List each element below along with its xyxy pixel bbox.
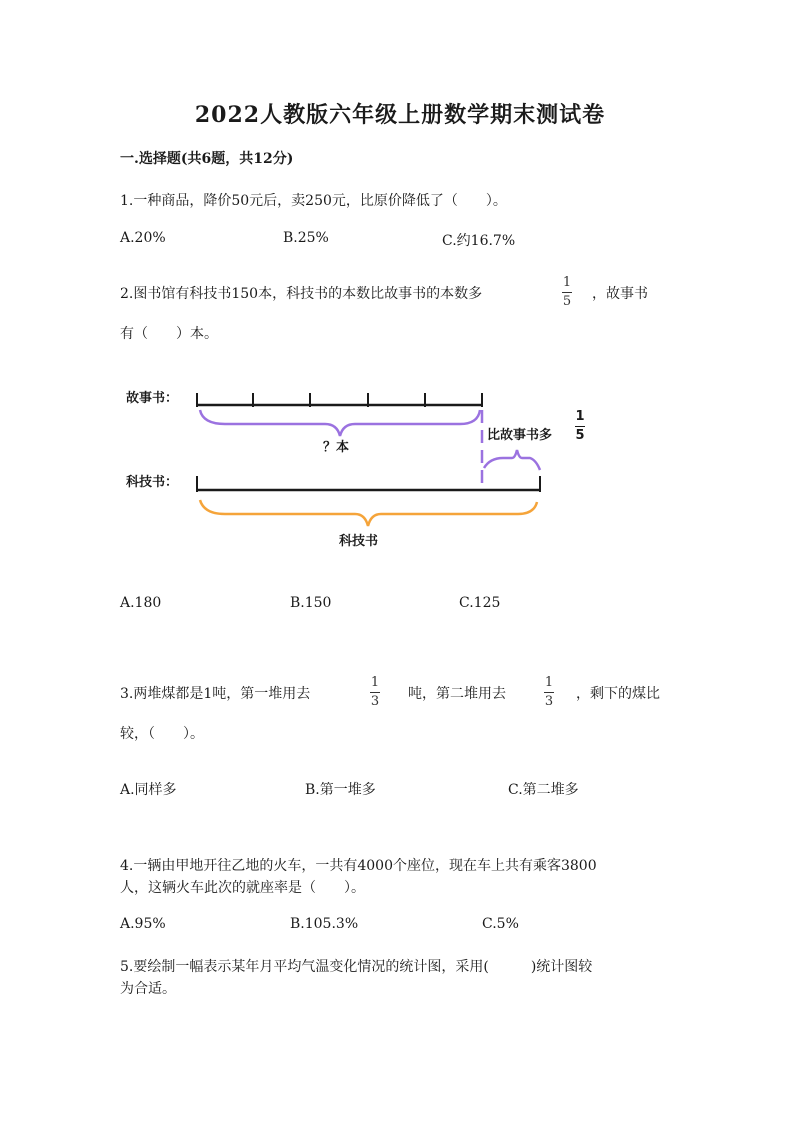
science-total-label: 科技书 <box>339 534 379 549</box>
fraction-bar <box>575 426 585 427</box>
question-3-text-part3: ，剩下的煤比 <box>576 686 660 702</box>
fraction-denominator: 5 <box>575 428 585 443</box>
question-4-option-a[interactable]: A.95% <box>120 916 166 932</box>
fraction-numerator: 1 <box>370 675 380 690</box>
question-3-option-a[interactable]: A.同样多 <box>120 782 177 798</box>
question-3-option-b[interactable]: B.第一堆多 <box>305 782 376 798</box>
question-1-option-b[interactable]: B.25% <box>283 230 329 246</box>
question-3-text-part4: 较，（ ）。 <box>120 726 204 742</box>
question-2-text-part2: ，故事书 <box>592 286 648 302</box>
question-5-text-line1: 5.要绘制一幅表示某年月平均气温变化情况的统计图，采用( )统计图较 <box>120 959 593 975</box>
question-4-text-line2: 人，这辆火车此次的就座率是（ ）。 <box>120 880 365 896</box>
science-book-label: 科技书： <box>126 475 179 490</box>
question-2-option-b[interactable]: B.150 <box>290 595 332 611</box>
question-1-text: 1.一种商品，降价50元后，卖250元，比原价降低了（ ）。 <box>120 193 507 209</box>
story-book-label: 故事书： <box>126 391 179 406</box>
fraction-denominator: 3 <box>370 694 380 709</box>
fraction-numerator: 1 <box>562 275 572 290</box>
question-5-text-line2: 为合适。 <box>120 981 176 997</box>
question-4-text-line1: 4.一辆由甲地开往乙地的火车，一共有4000个座位，现在车上共有乘客3800 <box>120 858 597 874</box>
fraction-bar <box>370 692 380 693</box>
question-2-option-a[interactable]: A.180 <box>120 595 162 611</box>
fraction-denominator: 5 <box>562 294 572 309</box>
question-2-option-c[interactable]: C.125 <box>459 595 501 611</box>
fraction-denominator: 3 <box>544 694 554 709</box>
science-brace <box>200 500 537 526</box>
fraction-bar <box>544 692 554 693</box>
question-2-text-part3: 有（ ）本。 <box>120 326 218 342</box>
question-3-fraction-1 <box>370 676 380 709</box>
fraction-numerator: 1 <box>575 409 585 424</box>
question-4-option-b[interactable]: B.105.3% <box>290 916 359 932</box>
question-4-option-c[interactable]: C.5% <box>482 916 519 932</box>
story-brace <box>200 410 480 436</box>
section-heading: 一.选择题(共6题，共12分) <box>120 151 294 167</box>
question-3-text-part1: 3.两堆煤都是1吨，第一堆用去 <box>120 686 311 702</box>
more-than-label: 比故事书多 <box>487 428 553 443</box>
question-3-option-c[interactable]: C.第二堆多 <box>508 782 579 798</box>
question-2-text-part1: 2.图书馆有科技书150本，科技书的本数比故事书的本数多 <box>120 286 483 302</box>
fraction-numerator: 1 <box>544 675 554 690</box>
question-1-option-c[interactable]: C.约16.7% <box>442 233 516 249</box>
question-3-fraction-2 <box>544 676 554 709</box>
story-unknown-label: ？本 <box>323 440 350 455</box>
extra-brace <box>484 450 540 470</box>
question-3-text-part2: 吨，第二堆用去 <box>408 686 506 702</box>
page-title: 2022人教版六年级上册数学期末测试卷 <box>194 102 606 128</box>
more-than-fraction <box>575 410 585 443</box>
question-1-option-a[interactable]: A.20% <box>120 230 166 246</box>
